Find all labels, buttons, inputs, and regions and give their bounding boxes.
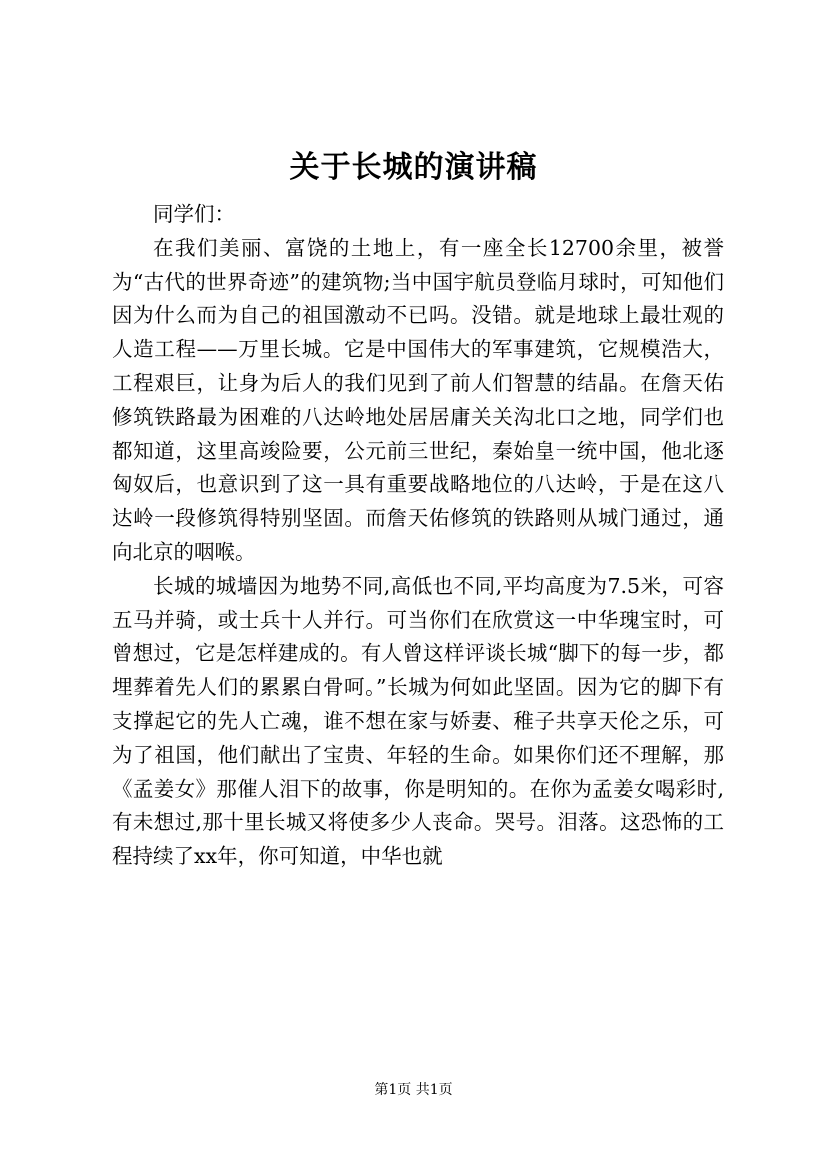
document-title: 关于长城的演讲稿 <box>289 150 538 185</box>
salutation: 同学们： <box>153 202 235 226</box>
document-body <box>112 198 724 874</box>
page-footer: 第1页 共1页 <box>374 1082 453 1098</box>
paragraph-1: 在我们美丽、富饶的土地上，有一座全长12700余里，被誉为“古代的世界奇迹”的建筑物;当中国宇航员登临月球时，可知他们因为什么而为自己的祖国激动不已吗。没错。就是地球上最壮观的人造工程——万里长城。它是中国伟大的军事建筑，它规模浩大，工程艰巨，让身为后人的我们见到了前人们智慧的结晶。在詹天佑修筑铁路最为困难的八达岭地处居居庸关关沟北口之地，同学们也都知道，这里高竣险要，公元前三世纪，秦始皇一统中国，他北逐匈奴后，也意识到了这一具有重要战略地位的八达岭，于是在这八达岭一段修筑得特别坚固。而詹天佑修筑的铁路则从城门通过，通向北京的咽喉。 <box>112 235 724 564</box>
paragraph-2: 长城的城墙因为地势不同,高低也不同,平均高度为7.5米，可容五马并骑，或士兵十人并行。可当你们在欣赏这一中华瑰宝时，可曾想过，它是怎样建成的。有人曾这样评谈长城“脚下的每一步，都埋葬着先人们的累累白骨呵。”长城为何如此坚固。因为它的脚下有支撑起它的先人亡魂，谁不想在家与娇妻、稚子共享天伦之乐，可为了祖国，他们献出了宝贵、年轻的生命。如果你们还不理解，那《孟姜女》那催人泪下的故事，你是明知的。在你为孟姜女喝彩时,有未想过,那十里长城又将使多少人丧命。哭号。泪落。这恐怖的工程持续了xx年，你可知道，中华也就 <box>112 573 724 869</box>
